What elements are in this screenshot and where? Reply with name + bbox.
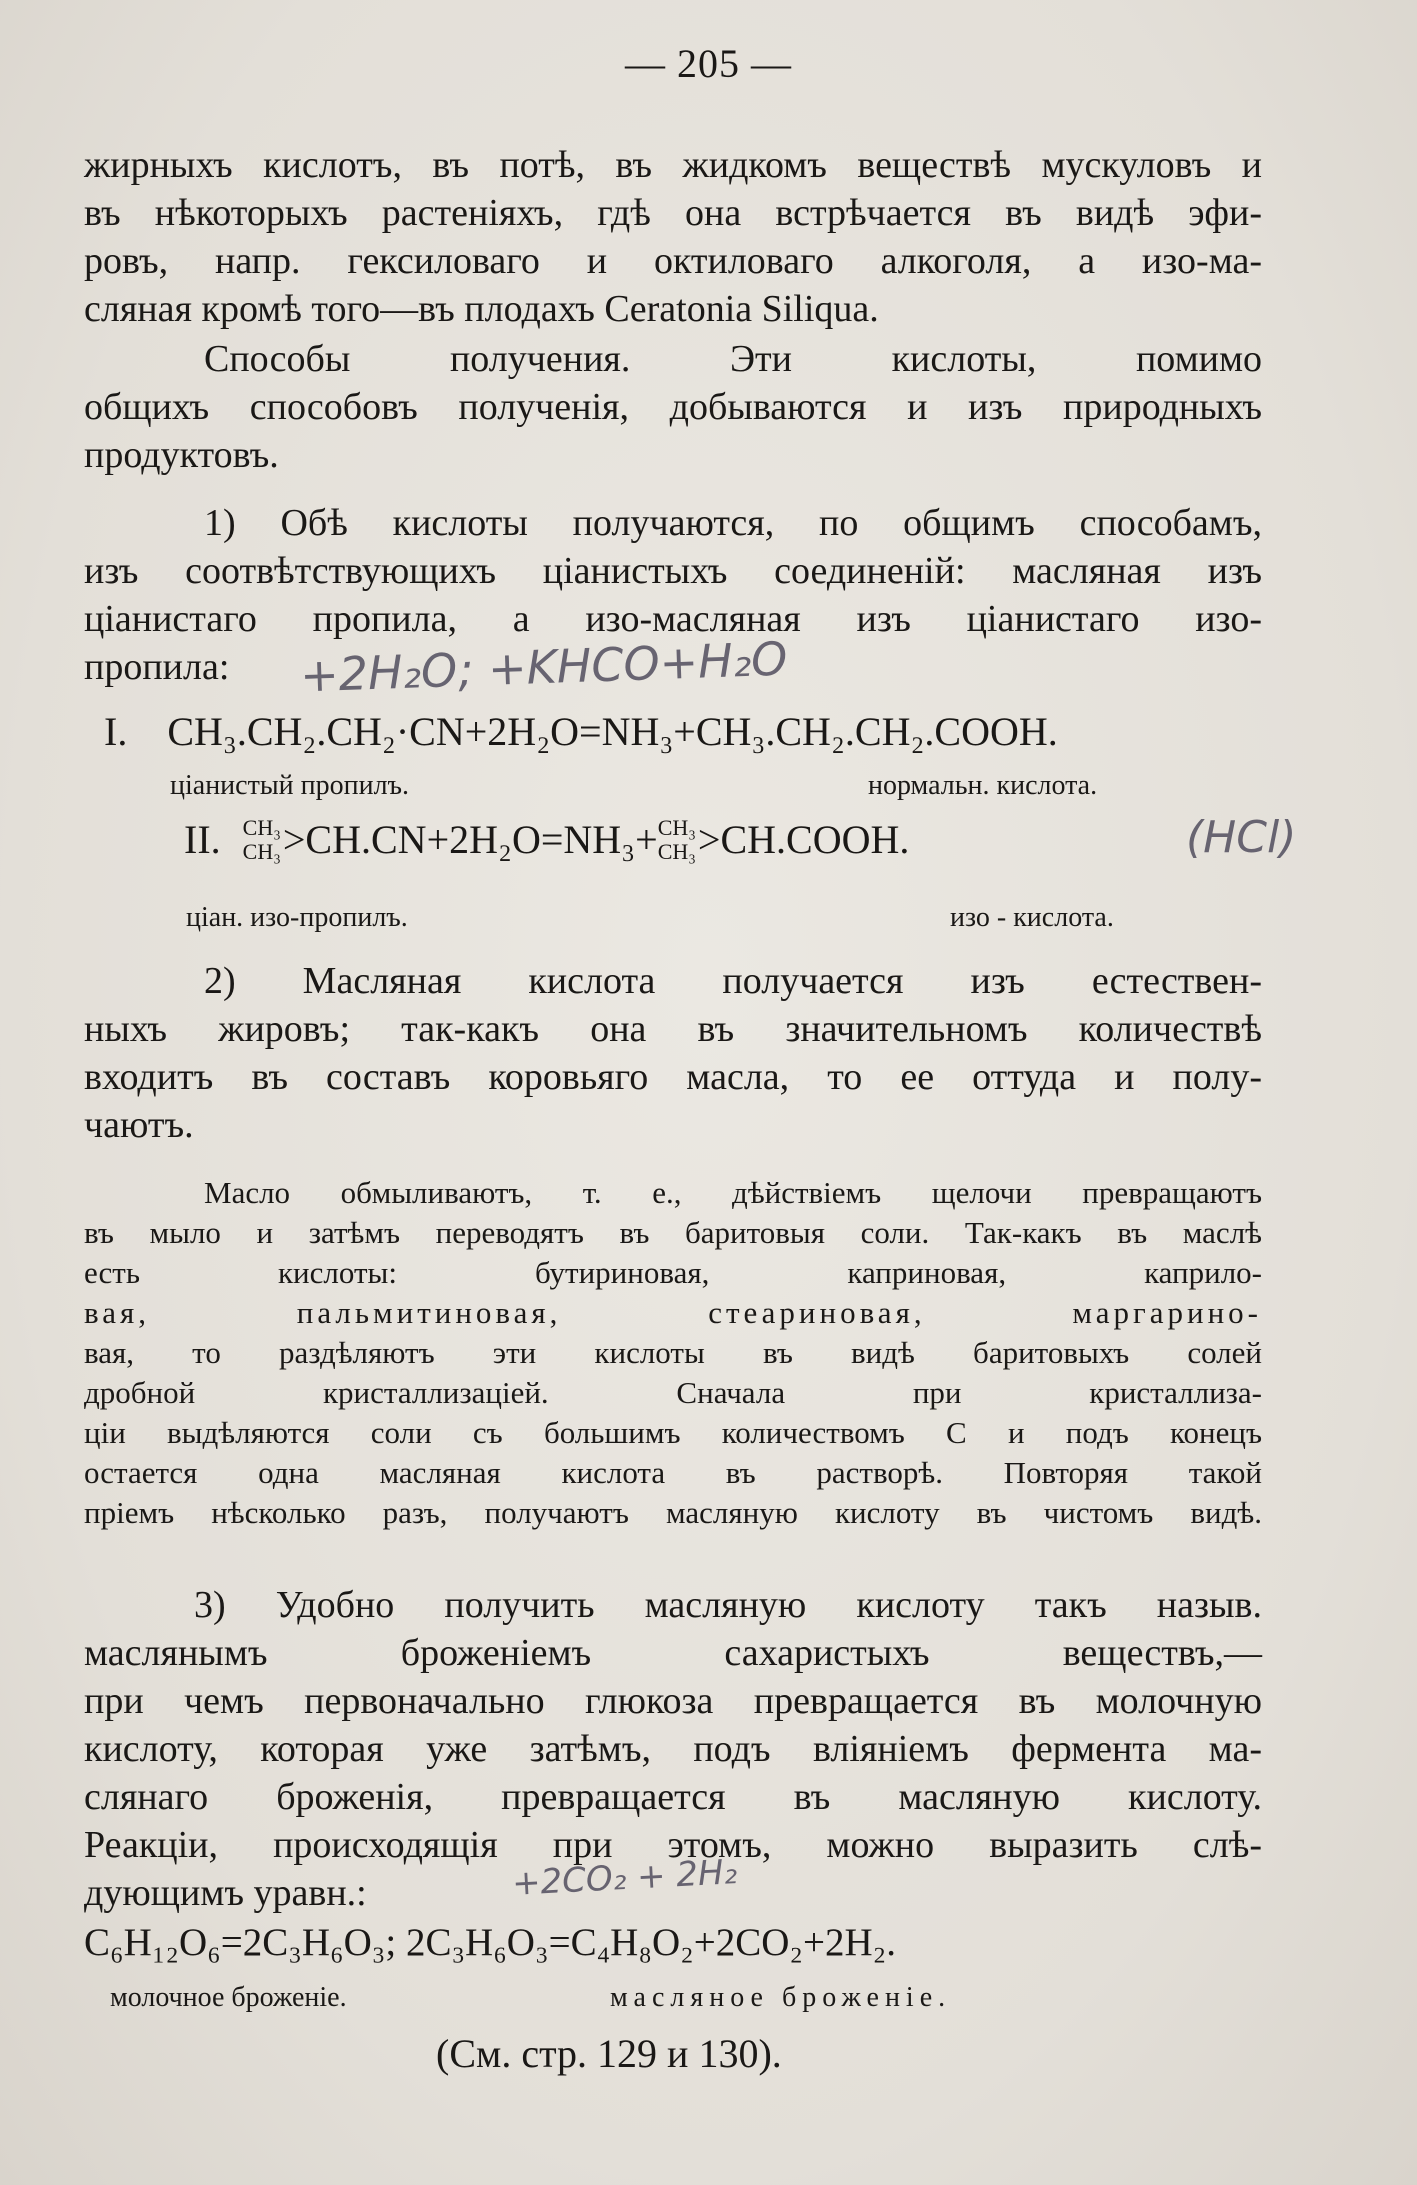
formula-caption-right: нормальн. кислота. xyxy=(868,770,1098,801)
formula-text: CH₃.CH₂.CH₂·CN+2H₂O=NH₃+CH₃.CH₂.CH₂.COOH. xyxy=(167,709,1058,754)
handwritten-note: +2H₂O; +KHCO+H₂O xyxy=(299,631,789,703)
text-line: есть кислоты: бутириновая, каприновая, каприло- xyxy=(84,1255,1262,1290)
formula-caption-right: масляное броженіе. xyxy=(610,1982,952,2013)
text-line: въ нѣкоторыхъ растеніяхъ, гдѣ она встрѣчается въ видѣ эфи- xyxy=(84,192,1262,234)
text-line: Масло обмыливаютъ, т. е., дѣйствіемъ щелочи превращаютъ xyxy=(204,1175,1262,1210)
text-line: ныхъ жировъ; так-какъ она въ значительномъ количествѣ xyxy=(84,1008,1262,1050)
text-line: пропила: xyxy=(84,646,230,688)
handwritten-note: +2CO₂ + 2H₂ xyxy=(511,1852,739,1904)
text-line: маслянымъ броженіемъ сахаристыхъ веществъ,— xyxy=(84,1632,1262,1674)
page-number: — 205 — xyxy=(625,41,792,86)
text-line: въ мыло и затѣмъ переводятъ въ баритовыя соли. Так-какъ въ маслѣ xyxy=(84,1215,1262,1250)
text-line: сляная кромѣ того—въ плодахъ Ceratonia Siliqua. xyxy=(84,288,879,330)
formula-caption-left: ціанистый пропилъ. xyxy=(170,770,410,801)
text-line: вая, пальмитиновая, стеариновая, маргарино- xyxy=(84,1295,1262,1330)
text-line: вая, то раздѣляютъ эти кислоты въ видѣ баритовыхъ солей xyxy=(84,1335,1262,1370)
text-line: входитъ въ составъ коровьяго масла, то ее оттуда и полу- xyxy=(84,1056,1262,1098)
formula-end: >CH.COOH. xyxy=(697,817,910,862)
fraction-bottom: CH₃ xyxy=(242,838,281,864)
text-line: чаютъ. xyxy=(84,1104,194,1146)
formula-3: C₆H₁₂O₆=2C₃H₆O₃; 2C₃H₆O₃=C₄H₈O₂+2CO₂+2H₂. xyxy=(84,1921,896,1964)
formula-caption-left: ціан. изо-пропилъ. xyxy=(186,902,408,933)
formula-1 xyxy=(104,708,1058,755)
fraction-top: CH₃ xyxy=(242,815,281,841)
fraction-bottom: CH₃ xyxy=(657,838,696,864)
text-line: изъ соотвѣтствующихъ ціанистыхъ соединеній: масляная изъ xyxy=(84,550,1262,592)
text-line: ціи выдѣляются соли съ большимъ количествомъ С и подъ конецъ xyxy=(84,1415,1262,1450)
formula-caption-right: изо - кислота. xyxy=(950,902,1114,933)
text-line: дробной кристаллизаціей. Сначала при кристаллиза- xyxy=(84,1375,1262,1410)
formula-2 xyxy=(184,816,909,863)
text-line: Реакціи, происходящія при этомъ, можно выразить слѣ- xyxy=(84,1824,1262,1866)
text-line: общихъ способовъ полученія, добываются и изъ природныхъ xyxy=(84,386,1262,428)
text-line: жирныхъ кислотъ, въ потѣ, въ жидкомъ веществѣ мускуловъ и xyxy=(84,144,1262,186)
text-line: ровъ, напр. гексиловаго и октиловаго алкоголя, а изо-ма- xyxy=(84,240,1262,282)
text-line: пріемъ нѣсколько разъ, получаютъ масляную кислоту въ чистомъ видѣ. xyxy=(84,1495,1262,1530)
fraction xyxy=(658,816,696,862)
handwritten-note: (HCl) xyxy=(1186,812,1297,863)
text-line: дующимъ уравн.: xyxy=(84,1872,367,1914)
formula-label: I. xyxy=(104,709,128,754)
page-reference: (См. стр. 129 и 130). xyxy=(436,2031,782,2076)
text-line: 2) Масляная кислота получается изъ естествен- xyxy=(204,960,1262,1002)
text-line: слянаго броженія, превращается въ масляную кислоту. xyxy=(84,1776,1262,1818)
fraction xyxy=(243,816,281,862)
text-line: кислоту, которая уже затѣмъ, подъ вліяніемъ фермента ма- xyxy=(84,1728,1262,1770)
text-line: 1) Обѣ кислоты получаются, по общимъ способамъ, xyxy=(204,502,1262,544)
text-line: остается одна масляная кислота въ растворѣ. Повторяя такой xyxy=(84,1455,1262,1490)
text-line: 3) Удобно получить масляную кислоту такъ назыв. xyxy=(194,1584,1262,1626)
formula-caption-left: молочное броженіе. xyxy=(110,1982,347,2013)
formula-mid: >CH.CN+2H₂O=NH₃+ xyxy=(282,817,658,862)
text-line: ціанистаго пропила, а изо-масляная изъ ціанистаго изо- xyxy=(84,598,1262,640)
section-heading-line: Способы получения. Эти кислоты, помимо xyxy=(204,338,1262,380)
text-line: при чемъ первоначально глюкоза превращается въ молочную xyxy=(84,1680,1262,1722)
text-line: продуктовъ. xyxy=(84,434,279,476)
formula-label: II. xyxy=(184,817,221,862)
fraction-top: CH₃ xyxy=(657,815,696,841)
